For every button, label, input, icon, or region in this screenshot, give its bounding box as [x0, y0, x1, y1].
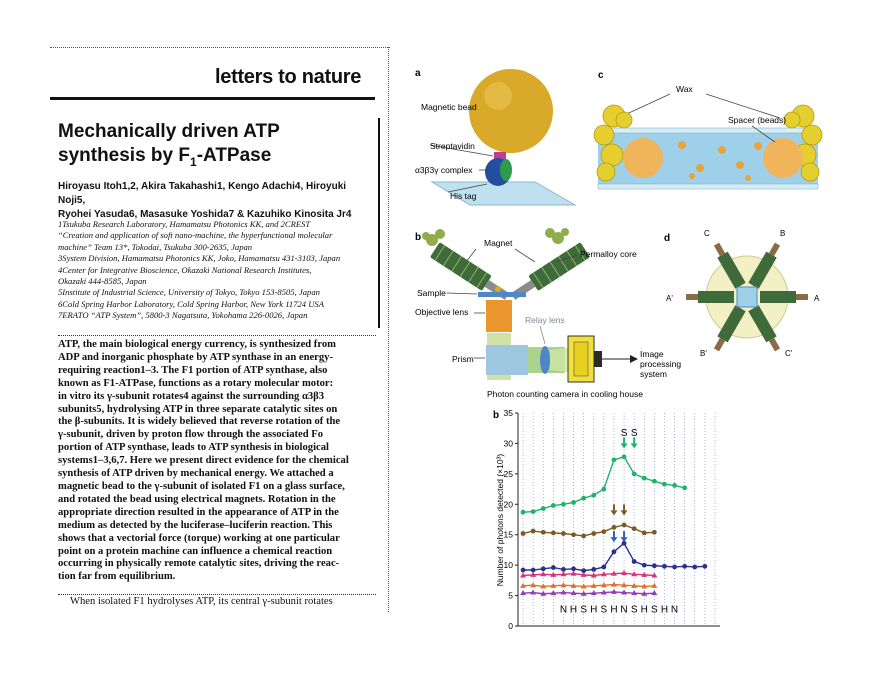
data-point: [682, 485, 687, 490]
data-point: [601, 487, 606, 492]
objective-lens-icon: [486, 300, 512, 332]
abstract-line: ADP and inorganic phosphate by ATP synthase in an energy-: [58, 351, 333, 363]
data-point: [581, 496, 586, 501]
title-subscript: 1: [190, 154, 197, 169]
data-point: [632, 526, 637, 531]
relay-lens-label: Relay lens: [525, 315, 565, 325]
y-tick-label: 30: [503, 438, 513, 449]
panel-b-chart-label: b: [493, 410, 500, 421]
data-point: [571, 500, 576, 505]
section-title: letters to nature: [215, 66, 362, 88]
panel-b-setup-label: b: [415, 232, 422, 243]
title-line-2-post: -ATPase: [196, 145, 272, 166]
data-point: [632, 559, 637, 564]
abstract-line: γ-subunit, driven by proton flow through the associated Fo: [58, 429, 324, 441]
sample-stage: [478, 292, 526, 297]
camera-inner: [574, 342, 588, 376]
peak-label: S: [630, 428, 638, 440]
data-point: [601, 565, 606, 570]
data-point: [652, 563, 657, 568]
abstract-line: medium as detected by the luciferase–luciferin reaction. This: [58, 519, 333, 531]
abstract-line: requiring reaction1–3. The F1 portion of ATP synthase, also: [58, 364, 328, 376]
abstract-line: tion far from equilibrium.: [58, 571, 176, 583]
field-label: S: [600, 604, 608, 616]
abstract-line: subunits5, hydrolysing ATP in three separate catalytic sites on: [58, 403, 338, 415]
field-label: S: [651, 604, 658, 616]
panel-d-label: d: [664, 233, 671, 244]
abstract-line: synthesis of ATP driven by mechanical energy. We attached a: [58, 468, 334, 480]
affiliation-line: machine” Team 13*, Tokodai, Tsukuba 300-2635, Japan: [58, 241, 253, 252]
panel-d: [664, 229, 820, 358]
abstract-line: in vitro its γ-subunit rotates4 against the surrounding α3β3: [58, 390, 325, 402]
authors-line-2: Ryohei Yasuda6, Masasuke Yoshida7 & Kazuhiko Kinosita Jr4: [58, 209, 352, 220]
abstract-line: point on a protein machine can influence a chemical reaction: [58, 545, 333, 557]
data-point: [622, 454, 627, 459]
data-point: [541, 506, 546, 511]
sample-label: Sample: [417, 288, 446, 298]
photon-count-chart: [493, 408, 720, 631]
authors-line-1: Hiroyasu Itoh1,2, Akira Takahashi1, Kengo Adachi4, Hiroyuki Noji5,: [58, 181, 347, 206]
panel-a-label: a: [415, 68, 421, 79]
relay-lens-icon: [540, 346, 550, 374]
wax-label: Wax: [676, 84, 693, 94]
spacer-bead-right: [763, 138, 803, 178]
data-point: [531, 509, 536, 514]
data-point: [531, 568, 536, 573]
data-point: [561, 502, 566, 507]
data-point: [652, 479, 657, 484]
y-axis-label: Number of photons detected (×10³): [495, 453, 505, 587]
data-point: [632, 471, 637, 476]
data-point: [541, 566, 546, 571]
field-label: H: [640, 604, 648, 616]
data-point: [591, 493, 596, 498]
data-point: [591, 531, 596, 536]
affiliation-line: 1Tsukuba Research Laboratory, Hamamatsu Photonics KK, and 2CREST: [58, 219, 311, 229]
y-tick-label: 35: [503, 408, 513, 418]
abstract-line: shows that a vectorial force (torque) working at one particular: [58, 532, 340, 544]
sample-cell-icon: [737, 287, 757, 307]
field-label: H: [569, 604, 578, 616]
panel-b-setup: [415, 228, 681, 399]
data-point: [591, 567, 596, 572]
signal-arrow-icon: [630, 355, 638, 363]
his-tag-label: His tag: [450, 191, 477, 201]
field-label: H: [590, 604, 598, 616]
data-point: [571, 566, 576, 571]
abstract-line: magnetic bead to the γ-subunit of isolated F1 on a glass surface,: [58, 480, 345, 492]
bottom-coverslip: [598, 184, 818, 189]
field-label: S: [630, 604, 638, 616]
data-point: [622, 523, 627, 528]
data-point: [601, 529, 606, 534]
data-point: [612, 525, 617, 530]
label-A-prime: A': [666, 294, 673, 303]
affiliation-line: 4Center for Integrative Bioscience, Okazaki National Research Institutes,: [58, 264, 312, 275]
data-point: [642, 476, 647, 481]
magnetic-bead-icon: [469, 69, 553, 153]
y-tick-label: 10: [503, 560, 513, 571]
complex-label: α3β3γ complex: [415, 165, 473, 175]
data-point: [672, 565, 677, 570]
magnet-label: Magnet: [484, 238, 513, 248]
abstract-line: the β-subunits. It is widely believed that reverse rotation of the: [58, 416, 341, 428]
affiliation-line: 6Cold Spring Harbor Laboratory, Cold Spring Harbor, New York 11724 USA: [58, 298, 324, 309]
gamma-subunit-icon: [500, 159, 512, 181]
image-processing-label-2: processing: [640, 359, 682, 369]
bead-highlight: [484, 82, 512, 110]
data-point: [662, 482, 667, 487]
field-label: N: [670, 604, 679, 616]
affiliation-line: 5Institute of Industrial Science, University of Tokyo, Tokyo 153-8505, Japan: [58, 287, 320, 298]
peak-label: S: [620, 428, 628, 440]
marker-arrow-head: [610, 510, 617, 515]
camera-label: Photon counting camera in cooling house: [487, 389, 643, 399]
affiliation-line: 7ERATO “ATP System”, 5800-3 Nagatsuta, Yokohama 226-0026, Japan: [58, 310, 308, 321]
data-point: [652, 530, 657, 535]
affiliation-line: 3System Division, Hamamatsu Photonics KK, Joko, Hamamatsu 431-3103, Japan: [58, 253, 341, 264]
data-point: [682, 564, 687, 569]
data-point: [521, 510, 526, 515]
camera-back-icon: [594, 351, 602, 367]
affiliation-line: Okazaki 444-8585, Japan: [58, 276, 147, 287]
field-label: H: [610, 604, 618, 616]
panel-c-label: c: [598, 70, 604, 81]
abstract-line: known as F1-ATPase, functions as a rotary molecular motor:: [58, 377, 334, 389]
marker-arrow-head: [631, 443, 638, 448]
data-point: [642, 563, 647, 568]
affiliation-line: “Creation and application of soft nano-machine, the hyperfunctional molecular: [58, 230, 333, 241]
data-point: [521, 531, 526, 536]
data-point: [541, 530, 546, 535]
data-point: [551, 565, 556, 570]
image-processing-label-3: system: [640, 369, 667, 379]
label-A: A: [814, 294, 820, 303]
top-coverslip: [598, 128, 818, 133]
data-point: [672, 483, 677, 488]
y-tick-label: 5: [508, 590, 513, 601]
data-point: [702, 564, 707, 569]
data-point: [551, 503, 556, 508]
y-tick-label: 0: [508, 621, 513, 631]
data-point: [581, 534, 586, 539]
marker-arrow-head: [621, 510, 628, 515]
y-tick-label: 20: [503, 499, 513, 510]
permalloy-label: Permalloy core: [580, 249, 637, 259]
magnet-leader-right: [515, 249, 535, 262]
panel-c: [594, 70, 822, 189]
magnetic-bead-label: Magnetic bead: [421, 102, 477, 112]
field-label: H: [660, 604, 669, 616]
body-text-start: When isolated F1 hydrolyses ATP, its central γ-subunit rotates: [70, 596, 333, 607]
relay-leader: [540, 326, 545, 344]
sample-leader: [447, 293, 477, 294]
data-point: [561, 567, 566, 572]
image-processing-label-1: Image: [640, 349, 664, 359]
data-point: [692, 565, 697, 570]
abstract-line: appropriate direction resulted in the appearance of ATP in the: [58, 506, 339, 518]
abstract-line: systems1–3,6,7. Here we present direct evidence for the chemical: [58, 455, 349, 467]
data-point: [662, 564, 667, 569]
abstract-line: and rotated the bead using electrical magnets. Rotation in the: [58, 493, 336, 505]
y-tick-label: 15: [503, 529, 513, 540]
spacer-label: Spacer (beads): [728, 115, 787, 125]
spacer-bead-left: [623, 138, 663, 178]
sample-bead: [495, 286, 501, 292]
data-point: [531, 529, 536, 534]
streptavidin-label: Streptavidin: [430, 141, 475, 151]
data-point: [551, 530, 556, 535]
marker-arrow-head: [610, 537, 617, 542]
abstract-line: occurring in physically remote catalytic sites, driving the reac-: [58, 558, 340, 570]
field-label: N: [620, 604, 628, 616]
field-label: S: [580, 604, 587, 616]
marker-arrow-head: [621, 443, 628, 448]
data-point: [571, 532, 576, 537]
data-point: [612, 549, 617, 554]
marker-arrow-head: [621, 537, 628, 542]
objective-label: Objective lens: [415, 307, 469, 317]
prism-label: Prism: [452, 354, 474, 364]
label-B-prime: B': [700, 349, 707, 358]
title-line-2-pre: synthesis by F: [58, 145, 190, 166]
panel-a: [415, 68, 575, 205]
abstract-line: ATP, the main biological energy currency, is synthesized from: [58, 339, 336, 350]
data-point: [642, 530, 647, 535]
label-C: C: [704, 229, 710, 238]
prism-icon: [486, 345, 528, 375]
field-label: N: [559, 604, 568, 616]
data-point: [521, 568, 526, 573]
label-C-prime: C': [785, 349, 793, 358]
beam-to-camera: [550, 348, 568, 372]
data-point: [612, 457, 617, 462]
title-line-1: Mechanically driven ATP: [58, 121, 280, 142]
abstract-line: portion of ATP synthase, leads to ATP synthesis in biological: [58, 442, 329, 454]
label-B: B: [780, 229, 786, 238]
data-point: [561, 531, 566, 536]
y-tick-label: 25: [503, 468, 513, 479]
